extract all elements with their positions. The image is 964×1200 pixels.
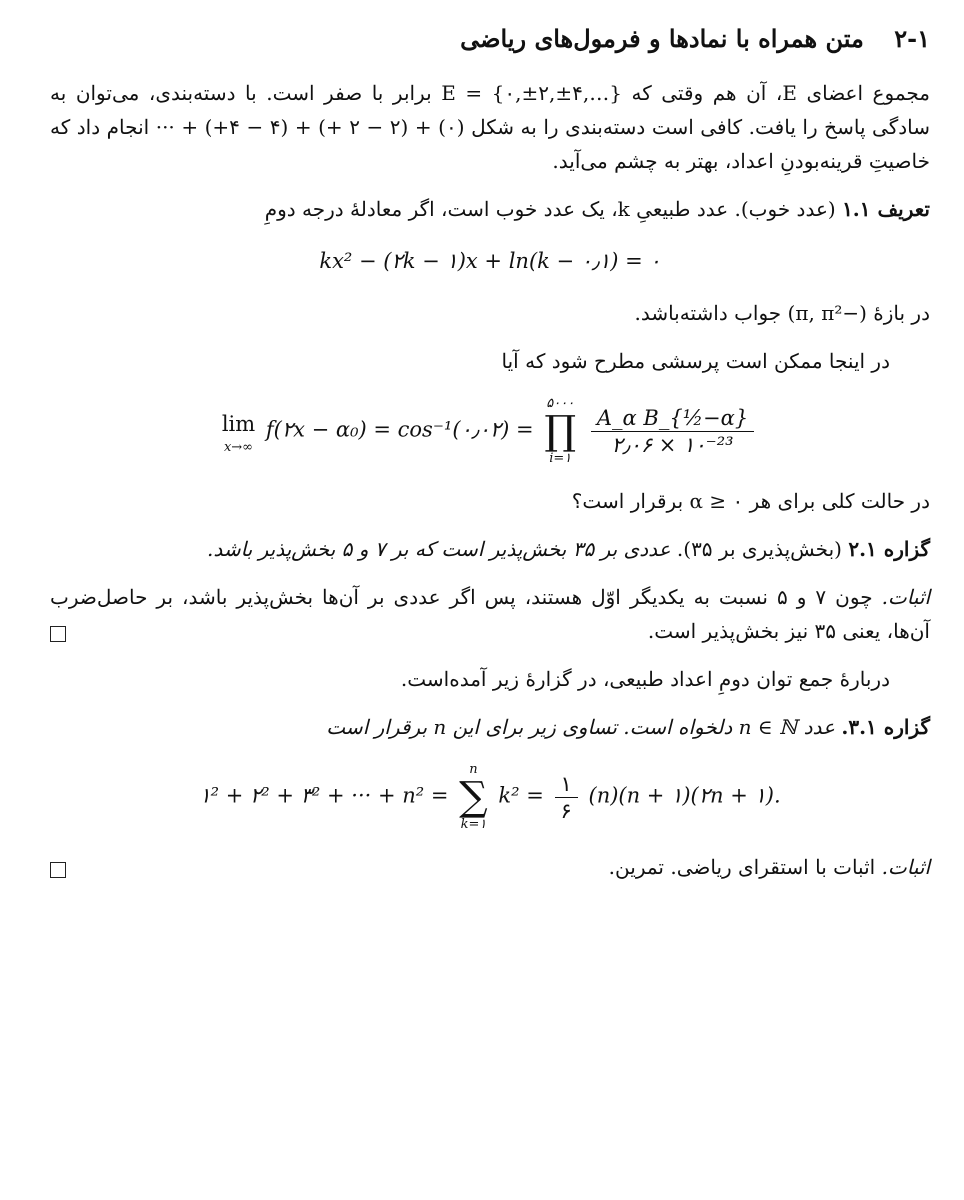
- qed-square-icon: [50, 862, 66, 878]
- section-title: متن همراه با نمادها و فرمول‌های ریاضی: [460, 24, 864, 53]
- intro-paragraph: مجموع اعضای E، آن هم وقتی که {…,۴±,۲±,۰} = E برابر با صفر است. با دسته‌بندی، می‌توان به سادگی پاسخ را یافت. کافی است دسته‌بندی را به شکل (۰) + (۲ − ۲ +) + (۴ − ۴+) + ··· انجام داد که خاصیتِ قرینه‌بودنِ اعداد، بهتر به چشم می‌آید.: [50, 81, 931, 173]
- document-page: [50, 22, 930, 884]
- interval-sentence: در بازهٔ (−π, π²) جواب داشته‌باشد.: [634, 301, 930, 325]
- proof1-text: چون ۷ و ۵ نسبت به یکدیگر اوّل هستند، پس اگر عددی بر آن‌ها بخش‌پذیر باشد، بر حاصل‌ضرب آن‌ها، یعنی ۳۵ نیز بخش‌پذیر است.: [50, 585, 930, 643]
- transition-sentence: دربارهٔ جمع توان دومِ اعداد طبیعی، در گزارهٔ زیر آمده‌است.: [400, 667, 890, 691]
- equation-sum-squares: [50, 762, 930, 832]
- fraction-numerator: A_α B_{½−α}: [591, 405, 754, 432]
- limit-subscript: x→∞: [223, 440, 254, 455]
- product-upper: ۵۰۰۰: [546, 396, 575, 411]
- sum-fraction-denominator: ۶: [560, 798, 572, 823]
- proof2-text: اثبات با استقرای ریاضی. تمرین.: [608, 855, 876, 879]
- definition-name: (عدد خوب).: [734, 197, 836, 221]
- sum-lhs: ۱² + ۲² + ۳² + ··· + n² =: [199, 783, 449, 808]
- equation-quadratic: kx² − (۲k − ۱)x + ln(k − ۰٫۱) = ۰: [319, 249, 661, 273]
- proof1-paragraph: [50, 580, 930, 648]
- lemma-sum-squares: [50, 710, 930, 744]
- sum-term: k² =: [498, 783, 544, 808]
- proof2-label: اثبات.: [881, 855, 930, 879]
- product-lower: i=۱: [549, 451, 572, 466]
- product-fraction: [591, 405, 754, 458]
- equation-limit-product: [50, 396, 930, 466]
- lemma1-text: عددی بر ۳۵ بخش‌پذیر است که بر ۷ و ۵ بخش‌پذیر باشد.: [206, 537, 671, 561]
- proof2-paragraph: [50, 850, 930, 884]
- proof1-label: اثبات.: [881, 585, 931, 609]
- sum-upper: n: [469, 762, 478, 777]
- lemma-divisibility: [50, 532, 930, 566]
- question-sentence: در اینجا ممکن است پرسشی مطرح شود که آیا: [501, 349, 890, 373]
- lemma2-label: گزاره ۳.۱.: [841, 715, 930, 739]
- definition-text: عدد طبیعیِ k، یک عدد خوب است، اگر معادلهٔ درجه دومِ: [264, 197, 729, 221]
- sum-operator: [459, 762, 488, 832]
- sum-lower: k=۱: [460, 817, 487, 832]
- lemma2-text: عدد n ∈ ℕ دلخواه است. تساوی زیر برای این n برقرار است: [326, 715, 835, 739]
- section-number: ۲-۱: [894, 24, 930, 53]
- lemma1-name: (بخش‌پذیری بر ۳۵).: [676, 537, 842, 561]
- general-case-sentence: در حالت کلی برای هر ۰ ≤ α برقرار است؟: [571, 489, 930, 513]
- definition-label: تعریف ۱.۱: [842, 197, 930, 221]
- sum-fraction: [555, 771, 578, 824]
- product-operator: [544, 396, 576, 466]
- product-symbol: ∏: [544, 408, 577, 454]
- limit-lhs: f(۲x − α₀) = cos⁻¹(۰٫۰۲) =: [265, 417, 534, 442]
- sum-rhs: (n)(n + ۱)(۲n + ۱).: [588, 783, 781, 808]
- sum-symbol: ∑: [459, 774, 488, 820]
- limit-operator: [222, 407, 255, 455]
- section-heading: [50, 22, 930, 56]
- proof-divisibility: [50, 580, 930, 648]
- limit-text: lim: [221, 412, 256, 436]
- sum-fraction-numerator: ۱: [555, 771, 578, 798]
- lemma1-label: گزاره ۲.۱: [848, 537, 930, 561]
- proof-sum-squares: [50, 850, 930, 884]
- definition-block: [50, 192, 930, 226]
- qed-square-icon: [50, 626, 66, 642]
- fraction-denominator: ۲٫۰۶ × ۱۰⁻²³: [611, 432, 734, 457]
